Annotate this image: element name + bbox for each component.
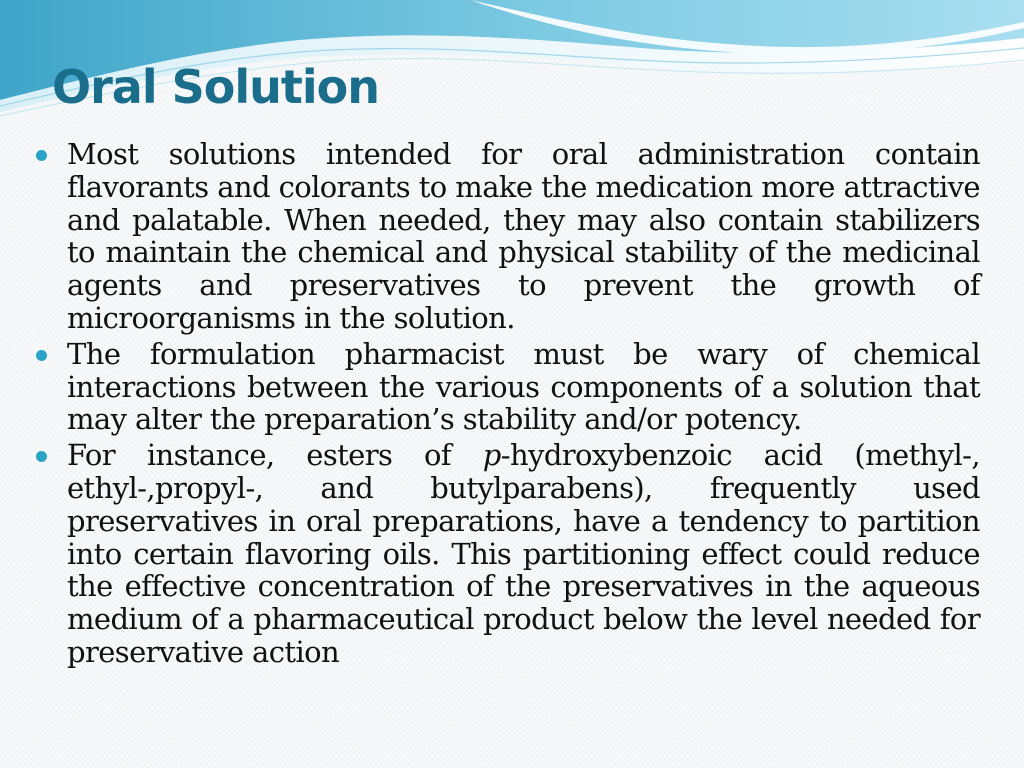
bullet-text-rest: -hydroxybenzoic acid (methyl-, ethyl-,propyl-, and butylparabens), frequently used preservatives in oral preparations, have a tendency to partition into certain flavoring oils. This partitioning effect could reduce the effective concentration of the preservatives in the aqueous medium of a pharmaceutical product below the level needed for preservative action — [67, 438, 980, 669]
list-item — [36, 439, 980, 669]
bullet-text-start: For instance, esters of — [67, 438, 483, 473]
page-title: Oral Solution — [52, 60, 379, 114]
bullet-dot-icon — [36, 350, 47, 361]
bullet-text: The formulation pharmacist must be wary of chemical interactions between the various components of a solution that may alter the preparation’s stability and/or potency. — [67, 336, 980, 437]
list-item — [36, 338, 980, 436]
bullet-list — [36, 138, 980, 672]
bullet-text — [67, 439, 980, 669]
italic-prefix: p — [482, 438, 501, 473]
bullet-dot-icon — [36, 150, 47, 161]
list-item — [36, 138, 980, 335]
bullet-text: Most solutions intended for oral administration contain flavorants and colorants to make the medication more attractive and palatable. When needed, they may also contain stabilizers to maintain the chemical and physical stability of the medicinal agents and preservatives to prevent the growth of microorganisms in the solution. — [67, 137, 980, 335]
bullet-dot-icon — [36, 451, 47, 462]
